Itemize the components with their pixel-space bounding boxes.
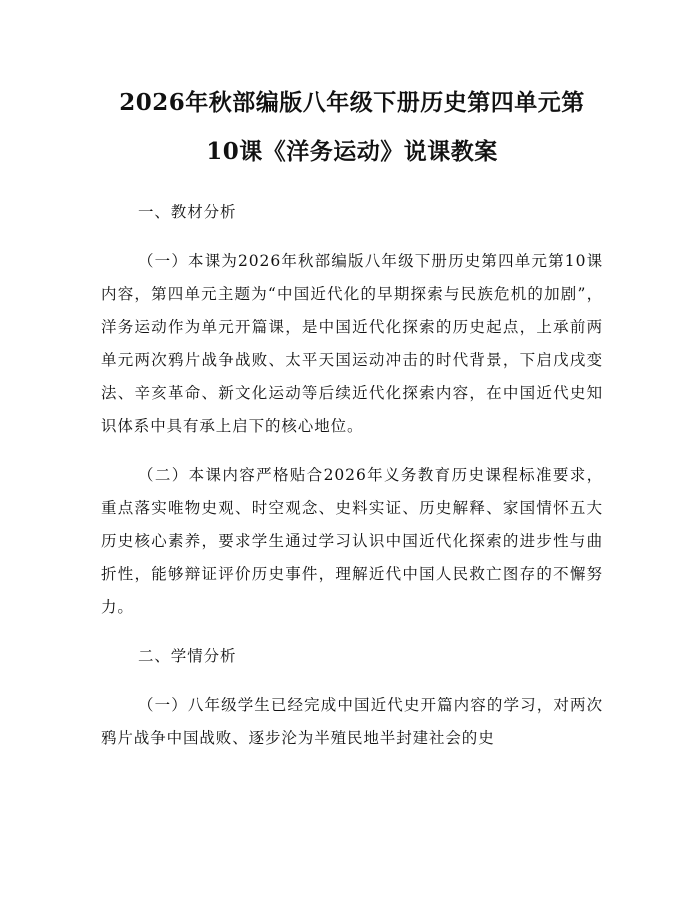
section-textbook-analysis	[101, 196, 603, 624]
title-line-1: 2026年秋部编版八年级下册历史第四单元第	[119, 89, 585, 116]
paragraph-textbook-analysis-1: （一）本课为2026年秋部编版八年级下册历史第四单元第10课内容，第四单元主题为“中国近代化的早期探索与民族危机的加剧”，洋务运动作为单元开篇课，是中国近代化探索的历史起点，上承前两单元两次鸦片战争战败、太平天国运动冲击的时代背景，下启戊戌变法、辛亥革命、新文化运动等后续近代化探索内容，在中国近代史知识体系中具有承上启下的核心地位。	[101, 252, 603, 435]
paragraph-textbook-analysis-2: （二）本课内容严格贴合2026年义务教育历史课程标准要求，重点落实唯物史观、时空观念、史料实证、历史解释、家国情怀五大历史核心素养，要求学生通过学习认识中国近代化探索的进步性与曲折性，能够辩证评价历史事件，理解近代中国人民救亡图存的不懈努力。	[101, 466, 603, 616]
document-title	[101, 78, 603, 176]
section-heading-textbook-analysis: 一、教材分析	[138, 203, 237, 221]
section-heading-student-analysis: 二、学情分析	[138, 647, 237, 665]
title-line-2: 10课《洋务运动》说课教案	[206, 138, 498, 165]
paragraph-student-analysis-1: （一）八年级学生已经完成中国近代史开篇内容的学习，对两次鸦片战争中国战败、逐步沦为半殖民地半封建社会的史	[101, 696, 603, 747]
section-student-analysis	[101, 640, 603, 755]
document-body	[101, 196, 603, 755]
